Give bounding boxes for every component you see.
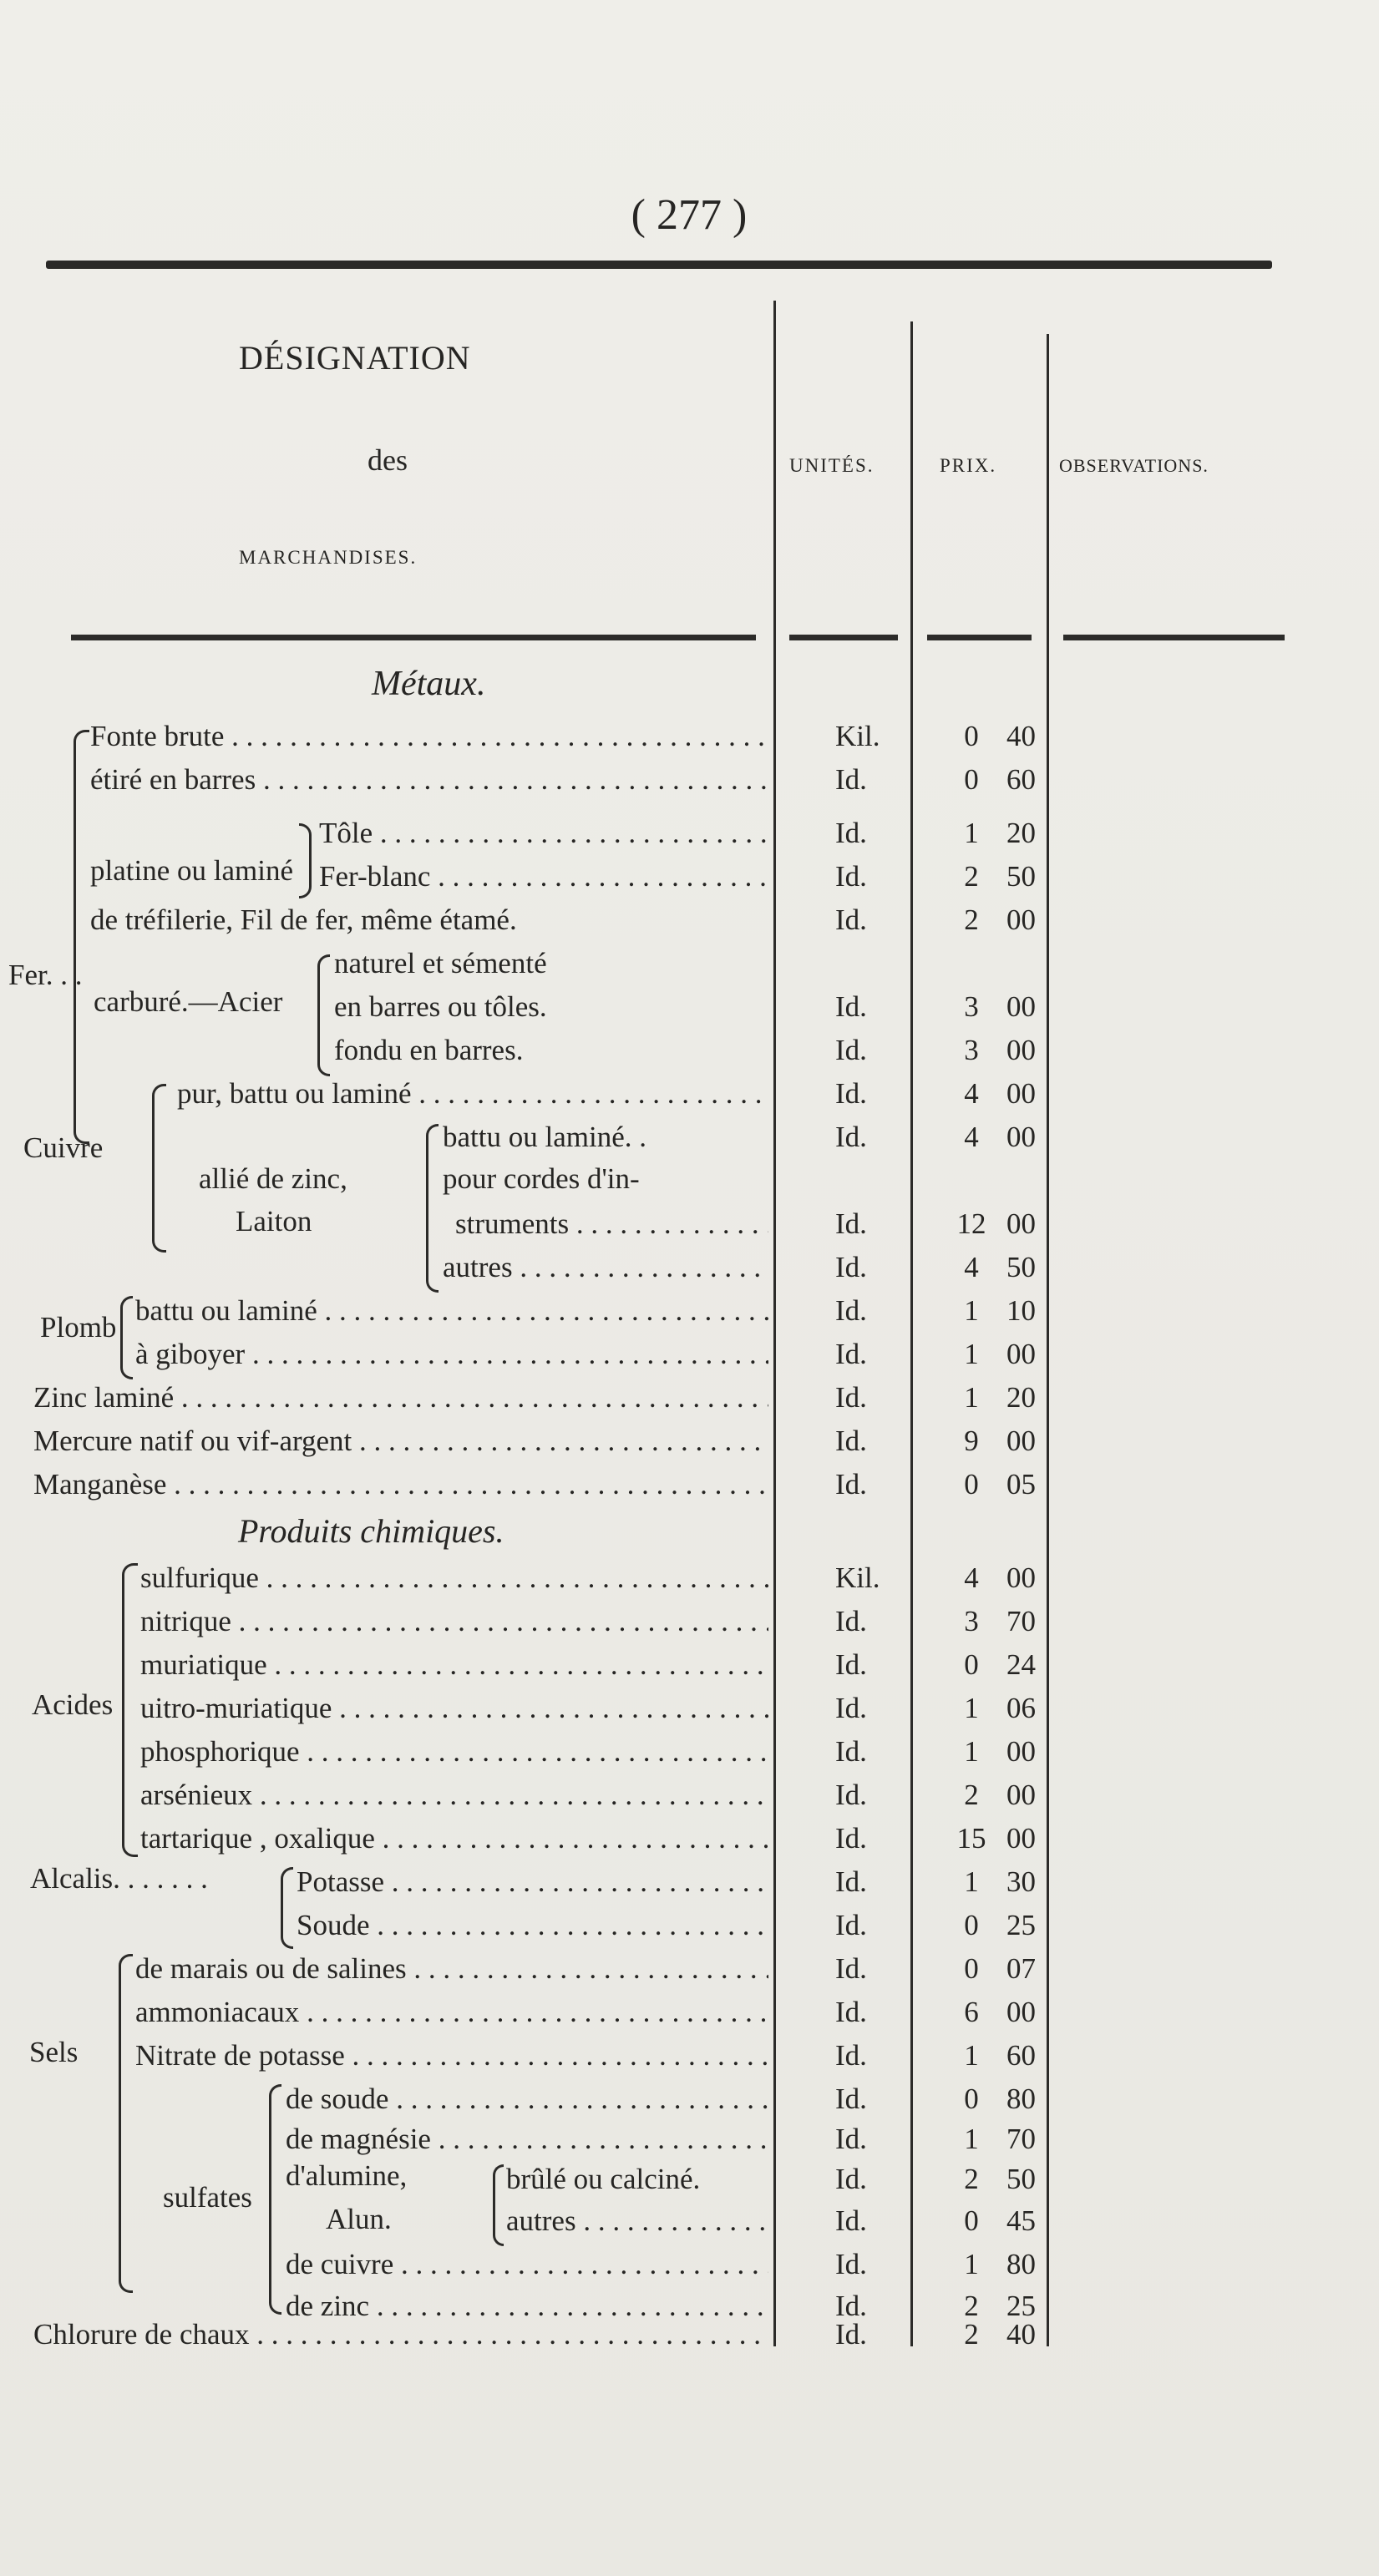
row-price-cents: 06 xyxy=(1006,1692,1036,1724)
row-unit: Id. xyxy=(835,2318,867,2351)
row-unit: Id. xyxy=(835,1996,867,2028)
table-row xyxy=(0,898,1379,942)
header-des: des xyxy=(368,443,408,477)
row-price-cents: 10 xyxy=(1006,1294,1036,1327)
row-unit: Id. xyxy=(835,1822,867,1855)
row-label: autres . . . xyxy=(443,1246,768,1289)
row-price-cents: 00 xyxy=(1006,1996,1036,2028)
table-row xyxy=(0,1600,1379,1643)
row-price-francs: 1 xyxy=(964,2039,979,2072)
table-row xyxy=(0,1420,1379,1463)
row-unit: Id. xyxy=(835,1605,867,1637)
table-row xyxy=(0,1072,1379,1116)
table-row xyxy=(0,1860,1379,1904)
row-price-cents: 00 xyxy=(1006,1034,1036,1066)
row-label: Chlorure de chaux . . . xyxy=(33,2313,768,2356)
row-price-cents: 40 xyxy=(1006,720,1036,752)
row-price-francs: 1 xyxy=(964,1338,979,1370)
table-row xyxy=(0,1774,1379,1817)
row-price-cents: 70 xyxy=(1006,2123,1036,2155)
header-observations: OBSERVATIONS. xyxy=(1059,455,1209,476)
row-label: battu ou laminé. . xyxy=(443,1121,646,1153)
table-row xyxy=(0,1904,1379,1947)
group-label-allie: allié de zinc, xyxy=(199,1162,347,1195)
row-label: pur, battu ou laminé . . . xyxy=(177,1072,768,1116)
table-row xyxy=(0,1730,1379,1774)
table-row xyxy=(0,1202,1379,1246)
group-label-acides: Acides xyxy=(32,1688,114,1721)
table-row xyxy=(0,2078,1379,2121)
row-label: Tôle . . . xyxy=(319,812,768,855)
row-unit: Id. xyxy=(835,2248,867,2280)
row-label: Manganèse . . . xyxy=(33,1463,768,1506)
row-unit: Id. xyxy=(835,860,867,893)
table-row xyxy=(0,2034,1379,2078)
row-price-francs: 2 xyxy=(964,903,979,936)
row-unit: Id. xyxy=(835,1034,867,1066)
group-label-alumine: d'alumine, xyxy=(286,2159,408,2192)
row-label: de zinc . . . xyxy=(286,2285,768,2328)
row-label: struments . . . xyxy=(455,1202,768,1246)
table-row xyxy=(0,855,1379,898)
row-price-francs: 0 xyxy=(964,1468,979,1501)
row-price-cents: 70 xyxy=(1006,1605,1036,1637)
table-row xyxy=(0,2313,1379,2356)
row-label: de soude . . . xyxy=(286,2078,768,2121)
group-label-carbure: carburé.—Acier xyxy=(94,985,283,1018)
row-label: sulfurique . . . xyxy=(140,1556,768,1600)
group-label-sels: Sels xyxy=(29,2036,79,2068)
row-unit: Id. xyxy=(835,1077,867,1110)
table-row xyxy=(0,715,1379,758)
header-rule-unites xyxy=(789,635,898,640)
row-unit: Id. xyxy=(835,1952,867,1985)
row-price-cents: 00 xyxy=(1006,1735,1036,1768)
row-label: Zinc laminé . . . xyxy=(33,1376,768,1420)
row-price-cents: 80 xyxy=(1006,2083,1036,2115)
group-label-sulfates: sulfates xyxy=(163,2181,252,2214)
table-row xyxy=(0,985,1379,1029)
row-price-cents: 25 xyxy=(1006,2290,1036,2322)
row-price-cents: 80 xyxy=(1006,2248,1036,2280)
table-row xyxy=(0,1463,1379,1506)
row-label: étiré en barres . . . xyxy=(90,758,768,802)
row-unit: Id. xyxy=(835,1381,867,1414)
row-price-cents: 00 xyxy=(1006,1207,1036,1240)
table-row xyxy=(0,812,1379,855)
row-price-francs: 1 xyxy=(964,1735,979,1768)
row-price-cents: 60 xyxy=(1006,2039,1036,2072)
row-price-francs: 3 xyxy=(964,1605,979,1637)
row-label: autres . . . xyxy=(506,2199,768,2243)
row-price-francs: 1 xyxy=(964,2248,979,2280)
row-unit: Id. xyxy=(835,1425,867,1457)
row-label: brûlé ou calciné. xyxy=(506,2163,701,2195)
row-label: ammoniacaux . . . xyxy=(135,1991,768,2034)
row-unit: Id. xyxy=(835,2290,867,2322)
row-label: Nitrate de potasse . . . xyxy=(135,2034,768,2078)
table-row xyxy=(0,1991,1379,2034)
row-price-francs: 2 xyxy=(964,1779,979,1811)
row-price-cents: 40 xyxy=(1006,2318,1036,2351)
row-unit: Id. xyxy=(835,2083,867,2115)
row-price-cents: 20 xyxy=(1006,1381,1036,1414)
table-row xyxy=(0,2243,1379,2286)
row-price-francs: 0 xyxy=(964,1952,979,1985)
row-unit: Id. xyxy=(835,2123,867,2155)
header-rule-designation xyxy=(71,635,756,640)
row-price-francs: 1 xyxy=(964,1294,979,1327)
table-row xyxy=(0,1116,1379,1159)
table-row xyxy=(0,1947,1379,1991)
table-row xyxy=(0,1376,1379,1420)
row-unit: Kil. xyxy=(835,720,880,752)
row-unit: Id. xyxy=(835,990,867,1023)
row-price-cents: 50 xyxy=(1006,2163,1036,2195)
row-price-francs: 12 xyxy=(956,1207,986,1240)
row-price-cents: 50 xyxy=(1006,1251,1036,1283)
row-price-francs: 2 xyxy=(964,2290,979,2322)
row-price-cents: 24 xyxy=(1006,1648,1036,1681)
row-label: à giboyer . . . xyxy=(135,1333,768,1376)
row-price-francs: 4 xyxy=(964,1561,979,1594)
row-price-cents: 00 xyxy=(1006,1561,1036,1594)
row-unit: Id. xyxy=(835,1865,867,1898)
header-rule-prix xyxy=(927,635,1032,640)
group-label-plomb: Plomb xyxy=(40,1311,117,1344)
row-price-francs: 3 xyxy=(964,990,979,1023)
row-price-francs: 1 xyxy=(964,2123,979,2155)
group-label-alcalis: Alcalis. . . . . . . xyxy=(30,1862,208,1895)
row-unit: Id. xyxy=(835,1338,867,1370)
row-unit: Id. xyxy=(835,1735,867,1768)
row-label: Potasse . . . xyxy=(297,1860,768,1904)
table-row xyxy=(0,942,1379,985)
row-label: Fonte brute . . . xyxy=(90,715,768,758)
row-price-francs: 3 xyxy=(964,1034,979,1066)
row-label: phosphorique . . . xyxy=(140,1730,768,1774)
row-unit: Id. xyxy=(835,1648,867,1681)
table-row xyxy=(0,1643,1379,1687)
row-unit: Id. xyxy=(835,1692,867,1724)
row-price-francs: 2 xyxy=(964,2318,979,2351)
row-price-cents: 25 xyxy=(1006,1909,1036,1941)
row-unit: Id. xyxy=(835,2163,867,2195)
row-label: tartarique , oxalique . . . xyxy=(140,1817,768,1860)
row-label: arsénieux . . . xyxy=(140,1774,768,1817)
page-number: ( 277 ) xyxy=(631,191,748,239)
row-price-francs: 4 xyxy=(964,1251,979,1283)
row-price-cents: 00 xyxy=(1006,1822,1036,1855)
row-unit: Id. xyxy=(835,763,867,796)
group-label-laiton: Laiton xyxy=(236,1205,312,1237)
row-price-francs: 9 xyxy=(964,1425,979,1457)
row-price-francs: 2 xyxy=(964,860,979,893)
row-price-cents: 30 xyxy=(1006,1865,1036,1898)
row-label: Mercure natif ou vif-argent . . . xyxy=(33,1420,768,1463)
row-price-francs: 0 xyxy=(964,720,979,752)
row-price-cents: 00 xyxy=(1006,1779,1036,1811)
row-label: nitrique . . . xyxy=(140,1600,768,1643)
row-price-cents: 00 xyxy=(1006,1425,1036,1457)
section-title-produits-chimiques: Produits chimiques. xyxy=(238,1512,504,1550)
row-price-francs: 0 xyxy=(964,2204,979,2237)
table-row xyxy=(0,2199,1379,2243)
row-price-cents: 20 xyxy=(1006,817,1036,849)
row-label: en barres ou tôles. xyxy=(334,990,547,1023)
group-label-alun: Alun. xyxy=(326,2203,392,2235)
header-designation: DÉSIGNATION xyxy=(239,339,471,377)
row-price-francs: 4 xyxy=(964,1077,979,1110)
row-price-cents: 00 xyxy=(1006,1338,1036,1370)
row-unit: Id. xyxy=(835,817,867,849)
row-price-francs: 4 xyxy=(964,1121,979,1153)
table-row xyxy=(0,2158,1379,2201)
row-price-francs: 15 xyxy=(956,1822,986,1855)
row-price-cents: 50 xyxy=(1006,860,1036,893)
group-label-cuivre: Cuivre xyxy=(23,1131,104,1164)
row-label: fondu en barres. xyxy=(334,1034,524,1066)
row-price-cents: 05 xyxy=(1006,1468,1036,1501)
table-row xyxy=(0,1333,1379,1376)
group-label-platine: platine ou laminé xyxy=(90,854,293,887)
row-price-francs: 1 xyxy=(964,1865,979,1898)
row-price-cents: 00 xyxy=(1006,1121,1036,1153)
row-price-cents: 45 xyxy=(1006,2204,1036,2237)
row-unit: Id. xyxy=(835,2204,867,2237)
row-unit: Id. xyxy=(835,1121,867,1153)
header-unites: UNITÉS. xyxy=(789,455,875,476)
row-unit: Id. xyxy=(835,1909,867,1941)
table-row xyxy=(0,1817,1379,1860)
table-row xyxy=(0,1289,1379,1333)
row-label: naturel et sémenté xyxy=(334,947,547,979)
row-label: de tréfilerie, Fil de fer, même étamé. xyxy=(90,903,517,936)
row-label: Fer-blanc . . . xyxy=(319,855,768,898)
row-label: uitro-muriatique . . . xyxy=(140,1687,768,1730)
row-price-francs: 0 xyxy=(964,763,979,796)
row-price-francs: 1 xyxy=(964,1692,979,1724)
row-price-francs: 2 xyxy=(964,2163,979,2195)
row-price-francs: 1 xyxy=(964,1381,979,1414)
row-price-cents: 00 xyxy=(1006,990,1036,1023)
group-label-fer: Fer. . . xyxy=(8,959,83,991)
row-unit: Kil. xyxy=(835,1561,880,1594)
row-price-cents: 00 xyxy=(1006,903,1036,936)
row-unit: Id. xyxy=(835,1779,867,1811)
row-unit: Id. xyxy=(835,1251,867,1283)
header-rule-observations xyxy=(1063,635,1285,640)
row-unit: Id. xyxy=(835,1294,867,1327)
row-label: Soude . . . xyxy=(297,1904,768,1947)
row-label: muriatique . . . xyxy=(140,1643,768,1687)
row-label-instruments-line1: pour cordes d'in- xyxy=(443,1162,640,1195)
row-price-francs: 0 xyxy=(964,1648,979,1681)
row-price-francs: 1 xyxy=(964,817,979,849)
row-unit: Id. xyxy=(835,1468,867,1501)
row-unit: Id. xyxy=(835,2039,867,2072)
row-unit: Id. xyxy=(835,903,867,936)
table-row xyxy=(0,1246,1379,1289)
row-label: de cuivre . . . xyxy=(286,2243,768,2286)
row-unit: Id. xyxy=(835,1207,867,1240)
row-price-cents: 07 xyxy=(1006,1952,1036,1985)
table-row xyxy=(0,2118,1379,2161)
table-row xyxy=(0,1687,1379,1730)
row-price-cents: 00 xyxy=(1006,1077,1036,1110)
table-row xyxy=(0,1556,1379,1600)
row-label: battu ou laminé . . . xyxy=(135,1289,768,1333)
row-price-francs: 0 xyxy=(964,2083,979,2115)
header-prix: PRIX. xyxy=(940,455,997,476)
row-label: de marais ou de salines . . . xyxy=(135,1947,768,1991)
table-row xyxy=(0,1029,1379,1072)
section-title-metaux: Métaux. xyxy=(372,665,486,703)
top-rule xyxy=(46,261,1272,269)
row-label: de magnésie . . . xyxy=(286,2118,768,2161)
header-marchandises: MARCHANDISES. xyxy=(239,547,418,568)
row-price-francs: 6 xyxy=(964,1996,979,2028)
table-row xyxy=(0,758,1379,802)
row-price-francs: 0 xyxy=(964,1909,979,1941)
row-price-cents: 60 xyxy=(1006,763,1036,796)
